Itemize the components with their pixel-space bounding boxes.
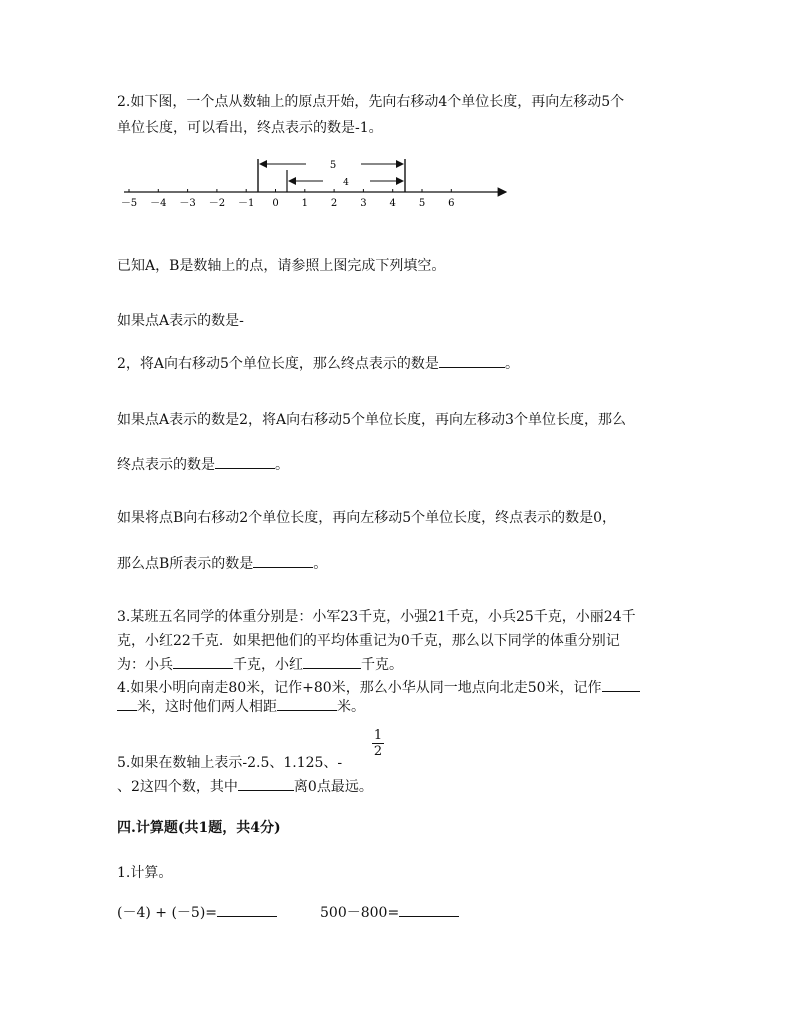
q2-p2-end: 。	[275, 457, 289, 473]
tick-label: －4	[150, 198, 167, 209]
q4-line2	[117, 696, 365, 717]
q3-line2: 克，小红22千克．如果把他们的平均体重记为0千克，那么以下同学的体重分别记	[117, 633, 620, 649]
q5-line2	[117, 776, 373, 797]
answer-blank[interactable]	[399, 902, 459, 917]
q2-intro: 已知A，B是数轴上的点，请参照上图完成下列填空。	[117, 258, 446, 274]
expr1-text: (－4) + (－5)=	[117, 905, 218, 921]
answer-blank[interactable]	[215, 454, 275, 469]
q2-p3-text: 那么点B所表示的数是	[117, 556, 254, 572]
answer-blank[interactable]	[439, 353, 505, 368]
fraction-one-half	[370, 728, 386, 759]
q3-text-b: 千克，小红	[233, 657, 303, 673]
q2-p1-line1: 如果点A表示的数是-	[117, 313, 244, 329]
calc-q1-title: 1.计算。	[117, 865, 173, 881]
label-top: 5	[329, 160, 337, 171]
q2-p2-line2	[117, 454, 289, 475]
tick-label: 3	[360, 198, 367, 209]
tick-label: 1	[301, 198, 308, 209]
calc-expression-1	[117, 902, 277, 923]
q2-text-line2: 单位长度，可以看出，终点表示的数是-1。	[117, 120, 383, 136]
answer-blank[interactable]	[217, 902, 277, 917]
q2-p3-line2	[117, 553, 327, 574]
tick-label: 5	[418, 198, 426, 209]
q2-p1-line2	[117, 353, 519, 374]
expr2-text: 500－800=	[320, 905, 400, 921]
answer-blank[interactable]	[117, 696, 137, 711]
q4-text: 4.如果小明向南走80米，记作+80米，那么小华从同一地点向北走50米，记作	[117, 680, 602, 696]
q5-text-a: 、2这四个数，其中	[117, 779, 238, 795]
q3-text-c: 千克。	[361, 657, 403, 673]
tick-label: 6	[448, 198, 455, 209]
q2-p1-end: 。	[504, 356, 519, 372]
answer-blank[interactable]	[303, 654, 361, 669]
q3-line3	[117, 654, 403, 675]
answer-blank[interactable]	[602, 677, 640, 692]
answer-blank[interactable]	[173, 654, 233, 669]
q2-p3-line1: 如果将点B向右移动2个单位长度，再向左移动5个单位长度，终点表示的数是0，	[117, 510, 617, 526]
q3-line1: 3.某班五名同学的体重分别是：小军23千克，小强21千克，小兵25千克，小丽24千	[117, 609, 636, 625]
q2-p3-end: 。	[313, 556, 328, 572]
q5-text-b: 离0点最远。	[293, 779, 373, 795]
tick-label: －5	[120, 198, 138, 209]
tick-label: －3	[179, 198, 196, 209]
q2-text-line1: 2.如下图，一个点从数轴上的原点开始，先向右移动4个单位长度，再向左移动5个	[117, 94, 625, 110]
tick-label: 2	[330, 198, 338, 209]
calc-expression-2	[320, 902, 459, 923]
answer-blank[interactable]	[277, 696, 337, 711]
q5-line1: 5.如果在数轴上表示-2.5、1.125、-	[117, 755, 343, 771]
fraction-numerator: 1	[373, 728, 383, 743]
tick-label: 0	[272, 198, 279, 209]
tick-label: －2	[208, 198, 226, 209]
tick-label: －1	[238, 198, 255, 209]
answer-blank[interactable]	[238, 776, 294, 791]
q2-p2-text: 终点表示的数是	[117, 457, 215, 473]
answer-blank[interactable]	[253, 553, 313, 568]
label-bottom: 4	[343, 178, 349, 188]
section-heading: 四.计算题(共1题，共4分)	[117, 820, 281, 836]
q4-text-a: 米，这时他们两人相距	[137, 699, 277, 715]
q4-text-b: 米。	[337, 699, 365, 715]
q2-p1-text: 2，将A向右移动5个单位长度，那么终点表示的数是	[117, 356, 439, 372]
fraction-denominator: 2	[373, 744, 383, 759]
q2-p2-line1: 如果点A表示的数是2，将A向右移动5个单位长度，再向左移动3个单位长度，那么	[117, 412, 626, 428]
tick-label: 4	[389, 198, 396, 209]
number-line-figure	[118, 156, 518, 216]
q3-text-a: 为：小兵	[117, 657, 173, 673]
q4-line1	[117, 677, 640, 698]
